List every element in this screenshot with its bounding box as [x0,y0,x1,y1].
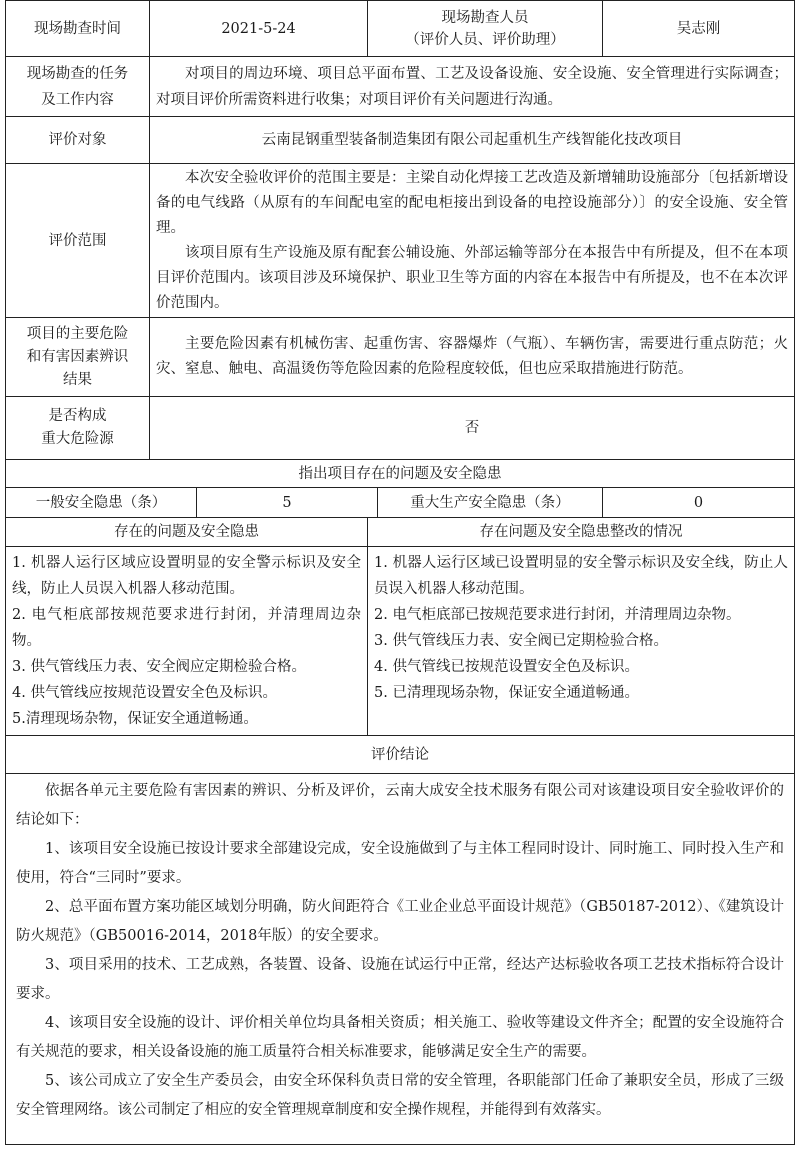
conclusion-body-row [6,774,795,1145]
object-value: 云南昆钢重型装备制造集团有限公司起重机生产线智能化技改项目 [150,117,795,164]
issues-list-row [6,547,795,736]
hazards-label-line1: 项目的主要危险 [26,325,129,342]
conclusion-intro: 依据各单元主要危险有害因素的辨识、分析及评价，云南大成安全技术服务有限公司对该建设项目安全验收评价的结论如下： [16,783,785,828]
problems-list [6,547,368,736]
issues-header-row [6,518,795,547]
rectification-column-header: 存在问题及安全隐患整改的情况 [368,518,795,547]
task-content [150,57,795,117]
rectification-item-5: 5. 已清理现场杂物，保证安全通道畅通。 [374,685,639,701]
task-label-line1: 现场勘查的任务 [26,65,129,82]
problem-item-2: 2. 电气柜底部按规范要求进行封闭，并清理周边杂物。 [12,607,362,649]
hazards-label-line2: 和有害因素辨识 [26,348,129,365]
evaluation-form [5,0,795,1145]
rectification-item-1: 1. 机器人运行区域已设置明显的安全警示标识及安全线，防止人员误入机器人移动范围。 [374,555,789,597]
issues-title-row [6,460,795,488]
conclusion-item-4: 4、该项目安全设施的设计、评价相关单位均具备相关资质；相关施工、验收等建设文件齐全；配置的安全设施符合有关规范的要求，相关设备设施的施工质量符合相关标准要求，能够满足安全生产的需要。 [16,1015,785,1060]
major-hazard-row [6,397,795,460]
rectification-item-4: 4. 供气管线已按规范设置安全色及标识。 [374,659,639,675]
scope-para-2: 该项目原有生产设施及原有配套公辅设施、外部运输等部分在本报告中有所提及，但不在本项目评价范围内。该项目涉及环境保护、职业卫生等方面的内容在本报告中有所提及，也不在本次评价范围内。 [156,244,789,311]
object-label: 评价对象 [6,117,150,164]
hazards-content [150,318,795,397]
major-hazard-label-line1: 是否构成 [48,408,107,424]
hazards-row [6,318,795,397]
problem-item-5: 5.清理现场杂物，保证安全通道畅通。 [12,711,258,727]
major-hazard-count-label: 重大生产安全隐患（条） [378,488,603,518]
major-hazard-value: 否 [150,397,795,460]
problem-item-4: 4. 供气管线应按规范设置安全色及标识。 [12,685,277,701]
conclusion-item-3: 3、项目采用的技术、工艺成熟，各装置、设备、设施在试运行中正常，经达产达标验收各项工艺技术指标符合设计要求。 [16,957,785,1002]
task-row [6,57,795,117]
survey-staff-value: 吴志刚 [603,1,795,57]
task-label-line2: 及工作内容 [41,91,114,108]
conclusion-title-row [6,736,795,774]
problem-item-1: 1. 机器人运行区域应设置明显的安全警示标识及安全线，防止人员误入机器人移动范围。 [12,555,362,597]
problems-column-header: 存在的问题及安全隐患 [6,518,368,547]
rectification-item-2: 2. 电气柜底部已按规范要求进行封闭，并清理周边杂物。 [374,607,741,623]
conclusion-item-2: 2、总平面布置方案功能区域划分明确，防火间距符合《工业企业总平面设计规范》（GB50187-2012）、《建筑设计防火规范》（GB50016-2014，2018年版）的安全要求。 [16,899,785,944]
object-row [6,117,795,164]
major-hazard-label-line2: 重大危险源 [41,431,114,447]
survey-time-label: 现场勘查时间 [6,1,150,57]
survey-staff-label-line1: 现场勘查人员 [441,9,529,26]
conclusion-item-1: 1、该项目安全设施已按设计要求全部建设完成，安全设施做到了与主体工程同时设计、同时施工、同时投入生产和使用，符合“三同时”要求。 [16,841,785,886]
task-label [6,57,150,117]
hazards-label [6,318,150,397]
problem-item-3: 3. 供气管线压力表、安全阀应定期检验合格。 [12,659,306,675]
scope-row [6,164,795,318]
scope-para-1: 本次安全验收评价的范围主要是：主梁自动化焊接工艺改造及新增辅助设施部分〔包括新增设备的电气线路（从原有的车间配电室的配电柜接出到设备的电控设施部分）〕的安全设施、安全管理。 [156,169,789,236]
scope-content [150,164,795,318]
conclusion-item-5: 5、该公司成立了安全生产委员会，由安全环保科负责日常的安全管理，各职能部门任命了兼职安全员，形成了三级安全管理网络。该公司制定了相应的安全管理规章制度和安全操作规程，并能得到有效落实。 [16,1073,785,1118]
survey-time-value: 2021-5-24 [150,1,368,57]
rectification-item-3: 3. 供气管线压力表、安全阀已定期检验合格。 [374,633,668,649]
scope-label: 评价范围 [6,164,150,318]
task-content-text: 对项目的周边环境、项目总平面布置、工艺及设备设施、安全设施、安全管理进行实际调查；对项目评价所需资料进行收集；对项目评价有关问题进行沟通。 [156,65,789,108]
issues-count-row [6,488,795,518]
survey-staff-label-line2: （评价人员、评价助理） [405,31,565,48]
general-hazard-label: 一般安全隐患（条） [6,488,197,518]
conclusion-body [6,774,795,1145]
conclusion-title: 评价结论 [6,736,795,774]
survey-row [6,1,795,57]
survey-staff-label [368,1,603,57]
major-hazard-count: 0 [603,488,795,518]
issues-section-title: 指出项目存在的问题及安全隐患 [6,460,795,488]
hazards-label-line3: 结果 [63,371,92,388]
rectification-list [368,547,795,736]
hazards-content-text: 主要危险因素有机械伤害、起重伤害、容器爆炸（气瓶）、车辆伤害，需要进行重点防范；火灾、窒息、触电、高温烫伤等危险因素的危险程度较低，但也应采取措施进行防范。 [156,336,789,377]
general-hazard-count: 5 [197,488,378,518]
major-hazard-label [6,397,150,460]
